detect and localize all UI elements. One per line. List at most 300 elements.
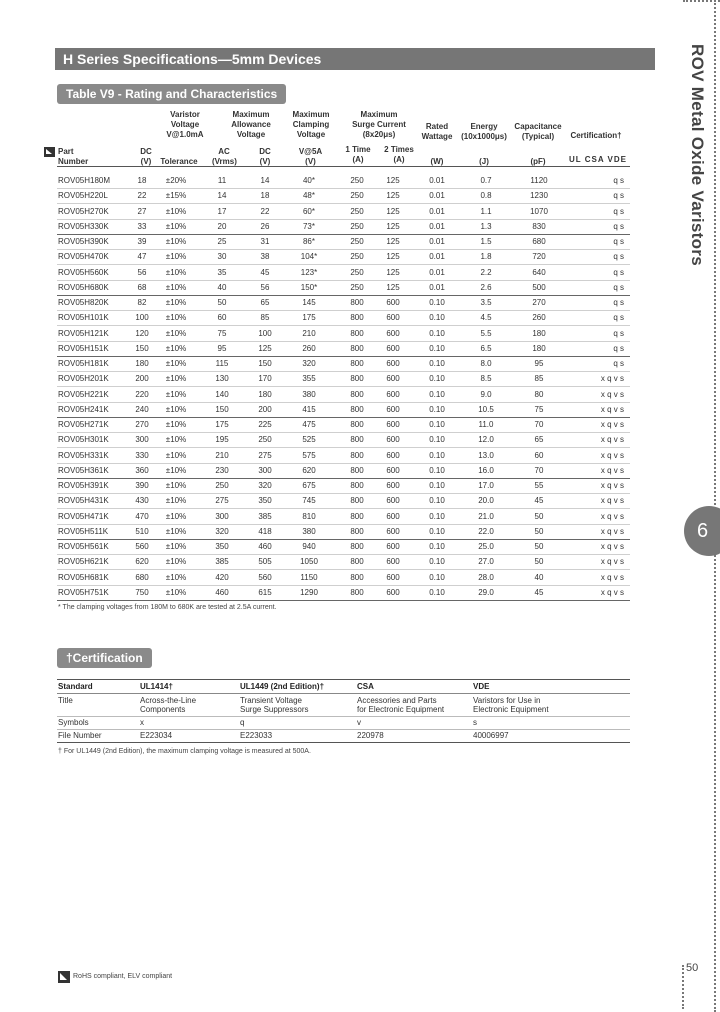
part-number-cell: ROV05H151K xyxy=(58,343,109,353)
table-cell: 600 xyxy=(386,389,400,399)
table-cell: 0.10 xyxy=(429,404,445,414)
table-cell: 150 xyxy=(135,343,149,353)
table-cell: q s xyxy=(613,206,624,216)
table-cell: 210 xyxy=(302,328,316,338)
table-cell: 415 xyxy=(302,404,316,414)
table-cell: 150 xyxy=(215,404,229,414)
cert-cell: Across-the-Line Components xyxy=(140,696,197,714)
table-row xyxy=(57,432,630,448)
table-cell: 275 xyxy=(215,496,229,506)
table-cell: 800 xyxy=(350,511,364,521)
column-header-dc2: DC (V) xyxy=(259,147,271,166)
table-cell: ±10% xyxy=(165,557,187,567)
table-cell: 180 xyxy=(258,389,272,399)
table-cell: 525 xyxy=(302,435,316,445)
table-cell: 38 xyxy=(260,252,270,262)
table-cell: 620 xyxy=(135,557,149,567)
part-number-cell: ROV05H621K xyxy=(58,557,109,567)
table-cell: 25.0 xyxy=(478,542,494,551)
table-cell: 355 xyxy=(302,374,316,384)
table-cell: 25 xyxy=(217,237,227,246)
table-cell: 250 xyxy=(350,252,364,262)
table-cell: 250 xyxy=(350,282,364,292)
table-cell: 55 xyxy=(534,481,544,490)
table-cell: 385 xyxy=(258,511,272,521)
table-cell: ±15% xyxy=(165,191,187,201)
table-cell: 800 xyxy=(350,374,364,384)
table-cell: 11.0 xyxy=(478,420,494,429)
table-cell: 600 xyxy=(386,374,400,384)
table-cell: ±10% xyxy=(165,359,187,368)
table-cell: ±10% xyxy=(165,206,187,216)
table-cell: 0.01 xyxy=(429,176,445,185)
table-cell: q s xyxy=(613,313,624,323)
column-header-clamp: Maximum Clamping Voltage xyxy=(292,110,330,139)
table-row xyxy=(57,554,630,570)
table-cell: ±10% xyxy=(165,267,187,277)
table-cell: 0.01 xyxy=(429,282,445,292)
table-cell: 0.10 xyxy=(429,496,445,506)
cert-row-label: Symbols xyxy=(58,718,89,727)
table-row xyxy=(57,448,630,464)
table-cell: 73* xyxy=(302,221,315,231)
part-number-cell: ROV05H390K xyxy=(58,237,109,246)
table-cell: 12.0 xyxy=(478,435,494,445)
table-cell: 3.5 xyxy=(480,298,492,307)
table-cell: 50 xyxy=(534,557,544,567)
cert-cell: Varistors for Use in Electronic Equipment xyxy=(473,696,549,714)
table-cell: 640 xyxy=(532,267,546,277)
table-cell: 300 xyxy=(258,465,272,475)
table-cell: 22 xyxy=(137,191,147,201)
table-cell: 75 xyxy=(217,328,227,338)
table-cell: 0.10 xyxy=(429,542,445,551)
table-cell: 0.7 xyxy=(480,176,492,185)
table-cell: 29.0 xyxy=(478,587,494,597)
table-cell: 33 xyxy=(137,221,147,231)
table-cell: 40* xyxy=(302,176,315,185)
table-cell: ±10% xyxy=(165,282,187,292)
table-cell: 125 xyxy=(386,221,400,231)
table-cell: 125 xyxy=(386,252,400,262)
table-row xyxy=(57,234,630,250)
part-number-cell: ROV05H180M xyxy=(58,176,111,185)
table-row xyxy=(57,341,630,357)
cert-cell: Accessories and Parts for Electronic Equipment xyxy=(357,696,445,714)
table-cell: 0.01 xyxy=(429,237,445,246)
table-cell: 39 xyxy=(137,237,147,246)
table-cell: 250 xyxy=(350,191,364,201)
part-number-cell: ROV05H221K xyxy=(58,389,109,399)
table-cell: ±20% xyxy=(165,176,187,185)
table-cell: 800 xyxy=(350,557,364,567)
side-section-title: ROV Metal Oxide Varistors xyxy=(688,44,707,266)
table-row xyxy=(57,173,630,189)
part-number-cell: ROV05H560K xyxy=(58,267,109,277)
table-cell: 0.10 xyxy=(429,420,445,429)
table-cell: 680 xyxy=(532,237,546,246)
table-row xyxy=(57,402,630,418)
table-cell: 470 xyxy=(135,511,149,521)
table-cell: x q v s xyxy=(600,542,624,551)
table-cell: 800 xyxy=(350,496,364,506)
table-cell: 65 xyxy=(260,298,270,307)
table-cell: 260 xyxy=(302,343,316,353)
table-cell: ±10% xyxy=(165,389,187,399)
table-cell: 0.10 xyxy=(429,374,445,384)
table-cell: ±10% xyxy=(165,496,187,506)
cert-cell: 220978 xyxy=(357,731,384,740)
column-header-energy-u: (J) xyxy=(479,157,489,166)
table-cell: 95 xyxy=(217,343,227,353)
table-cell: 125 xyxy=(386,237,400,246)
chapter-tab: 6 xyxy=(684,506,720,556)
page-title: H Series Specifications—5mm Devices xyxy=(55,48,655,70)
table-cell: 800 xyxy=(350,389,364,399)
table-cell: ±10% xyxy=(165,252,187,262)
table-cell: 275 xyxy=(258,450,272,460)
table-cell: 21.0 xyxy=(478,511,494,521)
table-cell: x q v s xyxy=(600,496,624,506)
table-cell: 180 xyxy=(532,328,546,338)
table-cell: 140 xyxy=(215,389,229,399)
table-cell: 680 xyxy=(135,572,149,582)
table-cell: 170 xyxy=(258,374,272,384)
table-cell: x q v s xyxy=(600,420,624,429)
table-cell: 86* xyxy=(302,237,315,246)
table-cell: 200 xyxy=(258,404,272,414)
table-cell: 260 xyxy=(532,313,546,323)
column-header-clamp-sub: V@5A (V) xyxy=(298,147,323,166)
table-cell: 300 xyxy=(215,511,229,521)
table-cell: 800 xyxy=(350,328,364,338)
cert-cell: q xyxy=(240,718,245,727)
table-cell: ±10% xyxy=(165,298,187,307)
table-cell: x q v s xyxy=(600,526,624,536)
part-number-cell: ROV05H201K xyxy=(58,374,109,384)
table-cell: 0.10 xyxy=(429,435,445,445)
table-cell: 800 xyxy=(350,572,364,582)
table-cell: 460 xyxy=(258,542,272,551)
cert-row-rule xyxy=(57,729,630,730)
table-cell: q s xyxy=(613,359,624,368)
table-cell: ±10% xyxy=(165,237,187,246)
table-cell: x q v s xyxy=(600,511,624,521)
part-number-cell: ROV05H220L xyxy=(58,191,108,201)
table-cell: 1.8 xyxy=(480,252,492,262)
table-cell: 45 xyxy=(260,267,270,277)
table-cell: 85 xyxy=(260,313,270,323)
footer-compliance-text: RoHS compliant, ELV compliant xyxy=(73,973,173,980)
table-cell: 0.10 xyxy=(429,465,445,475)
table-cell: 50 xyxy=(534,526,544,536)
table-row xyxy=(57,249,630,265)
table-cell: 6.5 xyxy=(480,343,492,353)
part-number-cell: ROV05H680K xyxy=(58,282,109,292)
table-row xyxy=(57,463,630,479)
cert-row-label: File Number xyxy=(58,731,102,740)
table-cell: 0.10 xyxy=(429,298,445,307)
column-header-dc-v: DC (V) xyxy=(140,147,152,166)
column-header-surge: Maximum Surge Current (8x20μs) xyxy=(352,110,406,139)
table-cell: ±10% xyxy=(165,343,187,353)
table-cell: 22 xyxy=(260,206,270,216)
table-cell: 250 xyxy=(350,237,364,246)
table-cell: 800 xyxy=(350,404,364,414)
table-cell: 1.5 xyxy=(480,237,492,246)
cert-cell: v xyxy=(357,718,361,727)
table-row xyxy=(57,204,630,220)
table-cell: 0.10 xyxy=(429,359,445,368)
table-cell: 123* xyxy=(300,267,318,277)
table-cell: 125 xyxy=(386,282,400,292)
table-cell: 300 xyxy=(135,435,149,445)
table-cell: 600 xyxy=(386,450,400,460)
table-cell: 1230 xyxy=(530,191,548,201)
table-cell: 80 xyxy=(534,389,544,399)
table-title: Table V9 - Rating and Characteristics xyxy=(57,84,286,104)
part-number-cell: ROV05H820K xyxy=(58,298,109,307)
cert-column-header: UL1449 (2nd Edition)† xyxy=(240,682,325,691)
table-cell: 505 xyxy=(258,557,272,567)
table-cell: 600 xyxy=(386,313,400,323)
table-cell: 800 xyxy=(350,587,364,597)
table-cell: 0.10 xyxy=(429,343,445,353)
table-cell: 220 xyxy=(135,389,149,399)
table-cell: 125 xyxy=(386,267,400,277)
table-cell: 800 xyxy=(350,542,364,551)
table-cell: 56 xyxy=(137,267,147,277)
column-header-cap: Capacitance (Typical) xyxy=(514,122,562,141)
table-cell: ±10% xyxy=(165,465,187,475)
table-cell: 800 xyxy=(350,435,364,445)
column-header-energy: Energy (10x1000μs) xyxy=(461,122,507,141)
rohs-icon xyxy=(44,147,55,157)
column-header-twice: 2 Times (A) xyxy=(384,145,414,164)
table-cell: 85 xyxy=(534,374,544,384)
table-cell: 320 xyxy=(302,359,316,368)
table-cell: 28.0 xyxy=(478,572,494,582)
cert-cell: E223033 xyxy=(240,731,273,740)
part-number-cell: ROV05H391K xyxy=(58,481,109,490)
table-cell: 45 xyxy=(534,496,544,506)
table-cell: 240 xyxy=(135,404,149,414)
table-row xyxy=(57,295,630,311)
table-cell: q s xyxy=(613,267,624,277)
table-cell: x q v s xyxy=(600,481,624,490)
table-cell: q s xyxy=(613,343,624,353)
certification-title: †Certification xyxy=(57,648,152,668)
table-cell: 27 xyxy=(137,206,147,216)
part-number-cell: ROV05H330K xyxy=(58,221,109,231)
table-cell: 270 xyxy=(135,420,149,429)
table-cell: 210 xyxy=(215,450,229,460)
table-cell: 225 xyxy=(258,420,272,429)
table-cell: 27.0 xyxy=(478,557,494,567)
table-cell: 0.10 xyxy=(429,313,445,323)
table-cell: x q v s xyxy=(600,465,624,475)
table-cell: 800 xyxy=(350,359,364,368)
table-cell: 800 xyxy=(350,481,364,490)
table-cell: 600 xyxy=(386,481,400,490)
table-cell: 250 xyxy=(350,267,364,277)
column-header-cert: Certification† xyxy=(570,131,622,140)
table-cell: 600 xyxy=(386,526,400,536)
table-cell: 14 xyxy=(217,191,227,201)
table-cell: 600 xyxy=(386,511,400,521)
table-cell: 380 xyxy=(302,389,316,399)
table-cell: 150 xyxy=(258,359,272,368)
table-cell: 50 xyxy=(217,298,227,307)
table-cell: 600 xyxy=(386,298,400,307)
cert-top-rule xyxy=(57,679,630,680)
table-cell: 1070 xyxy=(530,206,548,216)
table-cell: q s xyxy=(613,221,624,231)
table-cell: 390 xyxy=(135,481,149,490)
table-cell: 0.8 xyxy=(480,191,492,201)
part-number-cell: ROV05H101K xyxy=(58,313,109,323)
table-cell: q s xyxy=(613,252,624,262)
table-cell: x q v s xyxy=(600,450,624,460)
part-number-cell: ROV05H470K xyxy=(58,252,109,262)
table-cell: 675 xyxy=(302,481,316,490)
table-cell: q s xyxy=(613,298,624,307)
table-cell: 2.6 xyxy=(480,282,492,292)
table-row xyxy=(57,570,630,586)
table-cell: 26 xyxy=(260,221,270,231)
table-cell: x q v s xyxy=(600,404,624,414)
table-cell: 600 xyxy=(386,587,400,597)
cert-header-rule xyxy=(57,693,630,694)
table-cell: 750 xyxy=(135,587,149,597)
table-cell: 560 xyxy=(258,572,272,582)
table-cell: 745 xyxy=(302,496,316,506)
part-number-cell: ROV05H681K xyxy=(58,572,109,582)
table-cell: 350 xyxy=(258,496,272,506)
table-cell: 0.10 xyxy=(429,511,445,521)
table-row xyxy=(57,371,630,387)
table-cell: 250 xyxy=(350,206,364,216)
column-header-varistor: Varistor Voltage V@1.0mA xyxy=(166,110,204,139)
table-cell: 615 xyxy=(258,587,272,597)
table-cell: ±10% xyxy=(165,221,187,231)
table-cell: x q v s xyxy=(600,389,624,399)
table-cell: q s xyxy=(613,176,624,185)
table-cell: 0.10 xyxy=(429,587,445,597)
table-cell: ±10% xyxy=(165,313,187,323)
table-cell: 125 xyxy=(386,191,400,201)
table-cell: 810 xyxy=(302,511,316,521)
part-number-cell: ROV05H181K xyxy=(58,359,109,368)
table-cell: 600 xyxy=(386,572,400,582)
table-cell: 800 xyxy=(350,526,364,536)
table-cell: 500 xyxy=(532,282,546,292)
table-cell: 70 xyxy=(534,420,544,429)
part-number-cell: ROV05H271K xyxy=(58,420,109,429)
table-cell: q s xyxy=(613,328,624,338)
table-cell: 230 xyxy=(215,465,229,475)
table-cell: 130 xyxy=(215,374,229,384)
table-cell: 125 xyxy=(386,176,400,185)
table-cell: 150* xyxy=(300,282,318,292)
part-number-cell: ROV05H471K xyxy=(58,511,109,521)
table-cell: 1050 xyxy=(300,557,318,567)
table-row xyxy=(57,326,630,342)
table-cell: q s xyxy=(613,191,624,201)
table-cell: 16.0 xyxy=(478,465,494,475)
table-cell: 800 xyxy=(350,298,364,307)
cert-cell: s xyxy=(473,718,477,727)
table-cell: 1.1 xyxy=(480,206,492,216)
table-cell: 1.3 xyxy=(480,221,492,231)
table-cell: 45 xyxy=(534,587,544,597)
table-cell: ±10% xyxy=(165,420,187,429)
table-cell: 115 xyxy=(215,359,229,368)
table-cell: 60* xyxy=(302,206,315,216)
part-number-cell: ROV05H511K xyxy=(58,526,109,536)
part-number-cell: ROV05H121K xyxy=(58,328,109,338)
table-cell: 17.0 xyxy=(478,481,494,490)
table-row xyxy=(57,280,630,296)
table-cell: 48* xyxy=(302,191,315,201)
table-cell: 360 xyxy=(135,465,149,475)
cert-column-header: VDE xyxy=(473,682,490,691)
table-cell: 100 xyxy=(135,313,149,323)
table-cell: 380 xyxy=(302,526,316,536)
table-cell: 0.01 xyxy=(429,267,445,277)
column-header-once: 1 Time (A) xyxy=(345,145,371,164)
table-cell: x q v s xyxy=(600,587,624,597)
table-cell: 180 xyxy=(532,343,546,353)
table-cell: 75 xyxy=(534,404,544,414)
cert-column-header: Standard xyxy=(58,682,93,691)
table-cell: 125 xyxy=(258,343,272,353)
part-number-cell: ROV05H241K xyxy=(58,404,109,414)
column-header-cap-u: (pF) xyxy=(530,157,546,166)
table-cell: 20.0 xyxy=(478,496,494,506)
table-cell: 600 xyxy=(386,328,400,338)
table-cell: ±10% xyxy=(165,511,187,521)
cert-logos-icon: UL CSA VDE xyxy=(569,155,628,164)
table-cell: 600 xyxy=(386,343,400,353)
table-row xyxy=(57,310,630,326)
table-cell: 40 xyxy=(217,282,227,292)
table-cell: 600 xyxy=(386,420,400,429)
table-cell: 22.0 xyxy=(478,526,494,536)
table-cell: 0.10 xyxy=(429,557,445,567)
table-cell: 600 xyxy=(386,404,400,414)
table-cell: 0.01 xyxy=(429,252,445,262)
table-row xyxy=(57,356,630,372)
table-cell: 70 xyxy=(534,465,544,475)
table-cell: ±10% xyxy=(165,450,187,460)
table-cell: 830 xyxy=(532,221,546,231)
table-cell: 60 xyxy=(217,313,227,323)
table-cell: 18 xyxy=(137,176,147,185)
table-row xyxy=(57,387,630,403)
table-cell: 600 xyxy=(386,359,400,368)
table-cell: 60 xyxy=(534,450,544,460)
table-cell: 35 xyxy=(217,267,227,277)
table-cell: 14 xyxy=(260,176,270,185)
cert-column-header: CSA xyxy=(357,682,374,691)
table-cell: 575 xyxy=(302,450,316,460)
table-row xyxy=(57,585,630,601)
table-cell: 350 xyxy=(215,542,229,551)
cert-column-header: UL1414† xyxy=(140,682,173,691)
table-cell: ±10% xyxy=(165,404,187,414)
table-cell: 420 xyxy=(215,572,229,582)
